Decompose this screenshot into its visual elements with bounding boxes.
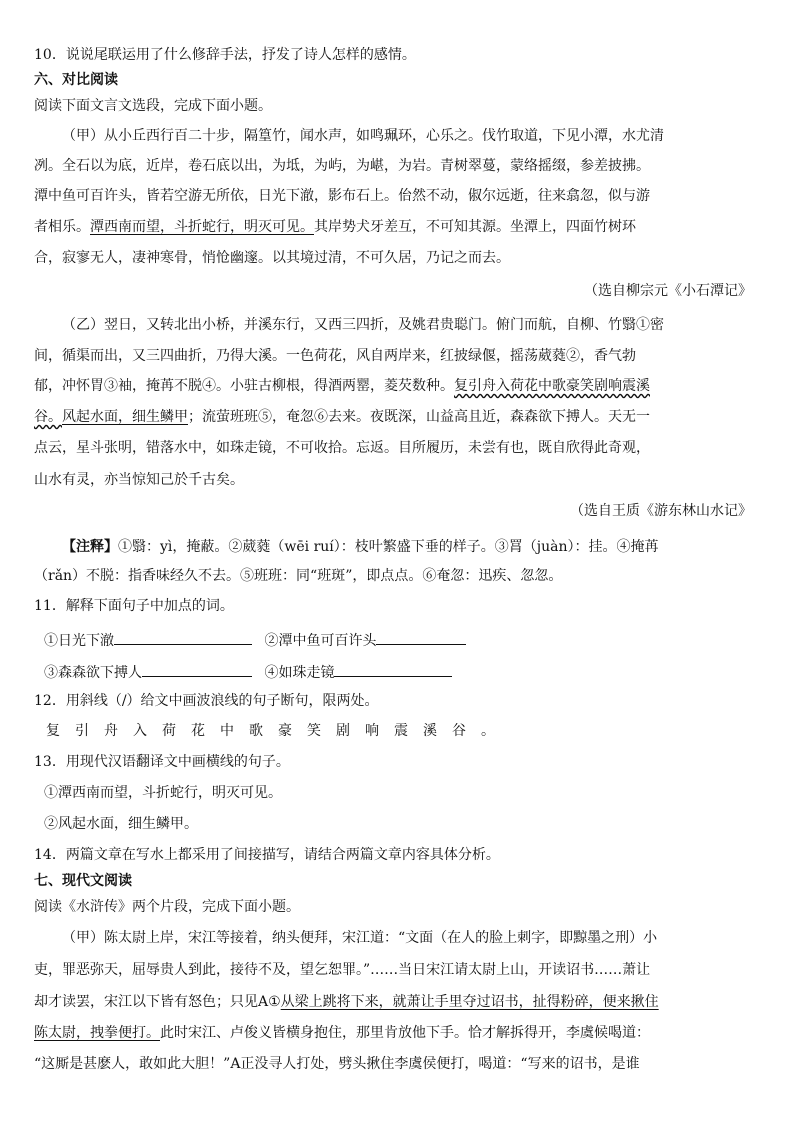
passage-yi-line [34,377,650,395]
passage-text: 此时宋江、卢俊义皆横身抱住，那里肯放他下手。恰才解拆得开，李虞候喝道： [160,1025,650,1041]
passage-jia-line: 潭中鱼可百许头，皆若空游无所依，日光下澈，影布石上。佁然不动，俶尔远逝，往来翕忽，似与游 [34,188,650,204]
q11-item: ②潭中鱼可百许头 [264,633,377,649]
passage-yi-source: （选自王质《游东林山水记》 [570,503,752,519]
passage-yi-line: 山水有灵，亦当惊知己於千古矣。 [34,472,244,488]
wavy-sentence: 谷。 [34,409,62,425]
passage-text: 其岸势犬牙差互，不可知其源。坐潭上，四面竹树环 [314,219,636,235]
question-13-item: ①潭西南而望，斗折蛇行，明灭可见。 [44,785,282,801]
section-7-title: 七、现代文阅读 [34,873,132,889]
passage-yi-line [34,408,650,426]
passage-text: ；流萤班班⑤，奄忽⑥去来。夜既深，山益高且近，森森欲下搏人。天无一 [188,409,650,425]
passage-text: 却才读罢，宋江以下皆有怒色；只见A① [34,994,281,1010]
passage-shuihu-line: “这厮是甚麽人，敢如此大胆！”A正没寻人打处，劈头揪住李虞侯便打，喝道：“写来的诏书，是谁 [34,1056,640,1072]
underlined-sentence: 潭西南而望，斗折蛇行，明灭可见。 [90,219,314,235]
answer-blank[interactable] [334,662,452,677]
question-11-row [44,630,466,650]
wavy-sentence: 复引舟入荷花中歌豪笑剧响震溪 [454,378,650,394]
annotation-line [34,538,659,556]
passage-jia-line: 冽。全石以为底，近岸，卷石底以出，为坻，为屿，为嵁，为岩。青树翠蔓，蒙络摇缀，参差披拂。 [34,158,650,174]
question-14: 14．两篇文章在写水上都采用了间接描写，请结合两篇文章内容具体分析。 [34,847,500,863]
q11-item: ③森森欲下搏人 [44,665,142,681]
section-6-intro: 阅读下面文言文选段，完成下面小题。 [34,98,272,114]
underlined-sentence: 从梁上跳将下来，就萧让手里夺过诏书，扯得粉碎，便来揪住 [280,994,659,1010]
passage-jia-line: 合，寂寥无人，凄神寒骨，悄怆幽邃。以其境过清，不可久居，乃记之而去。 [34,250,510,266]
section-6-title: 六、对比阅读 [34,72,118,88]
question-13-item: ②风起水面，细生鳞甲。 [44,816,198,832]
question-12: 12．用斜线（/）给文中画波浪线的句子断句，限两处。 [34,693,379,709]
passage-shuihu-line [34,1024,650,1042]
question-13: 13．用现代汉语翻译文中画横线的句子。 [34,754,290,770]
passage-text: 郁，冲怀胃③袖，掩苒不脱④。小驻古柳根，得酒两罂，菱芡数种。 [34,378,454,394]
answer-blank[interactable] [376,630,466,645]
answer-blank[interactable] [142,662,252,677]
q11-item: ④如珠走镜 [264,665,335,681]
passage-yi-line: 间，循渠而出，又三四曲折，乃得大溪。一色荷花，风自两岸来，红披绿偃，摇荡葳蕤②，香气勃 [34,348,636,364]
underlined-sentence: 陈太尉，拽拳便打。 [34,1025,160,1041]
question-12-sentence: 复引舟入荷花中歌豪笑剧响震溪谷。 [46,723,510,739]
underlined-sentence: 风起水面，细生鳞甲 [62,409,188,425]
passage-yi-line: （乙）翌日，又转北出小桥，并溪东行，又西三四折，及姚君贵聪门。俯门而航，自柳、竹翳①密 [62,317,664,333]
annotation-text: ①翳：yì，掩蔽。②葳蕤（wēi ruí）：枝叶繁盛下垂的样子。③罥（juàn）：挂。④掩苒 [118,539,659,555]
passage-shuihu-line [34,993,659,1011]
passage-shuihu-line: （甲）陈太尉上岸，宋江等接着，纳头便拜，宋江道：“文面（在人的脸上刺字，即黥墨之刑）小 [62,930,658,946]
q11-item: ①日光下澈 [44,633,114,649]
passage-yi-line: 点云，星斗张明，错落水中，如珠走镜，不可收拾。忘返。目所履历，未尝有也，既自欣得此奇观， [34,440,650,456]
answer-blank[interactable] [114,630,252,645]
passage-text: 者相乐。 [34,219,90,235]
passage-shuihu-line: 吏，罪恶弥天，屈辱贵人到此，接待不及，望乞恕罪。”……当日宋江请太尉上山，开读诏书……萧让 [34,962,651,978]
passage-jia-line [34,218,636,236]
annotation-label: 【注释】 [62,539,118,555]
passage-jia-line: （甲）从小丘西行百二十步，隔篁竹，闻水声，如鸣珮环，心乐之。伐竹取道，下见小潭，水尤清 [62,128,664,144]
question-11: 11．解释下面句子中加点的词。 [34,598,234,614]
annotation-line: （rǎn）不脱：指香味经久不去。⑤班班：同“班斑”，即点点。⑥奄忽：迅疾、忽忽。 [34,568,563,584]
passage-jia-source: （选自柳宗元《小石潭记》 [584,283,752,299]
question-11-row [44,662,452,682]
question-10: 10．说说尾联运用了什么修辞手法，抒发了诗人怎样的感情。 [34,47,416,63]
section-7-intro: 阅读《水浒传》两个片段，完成下面小题。 [34,899,300,915]
